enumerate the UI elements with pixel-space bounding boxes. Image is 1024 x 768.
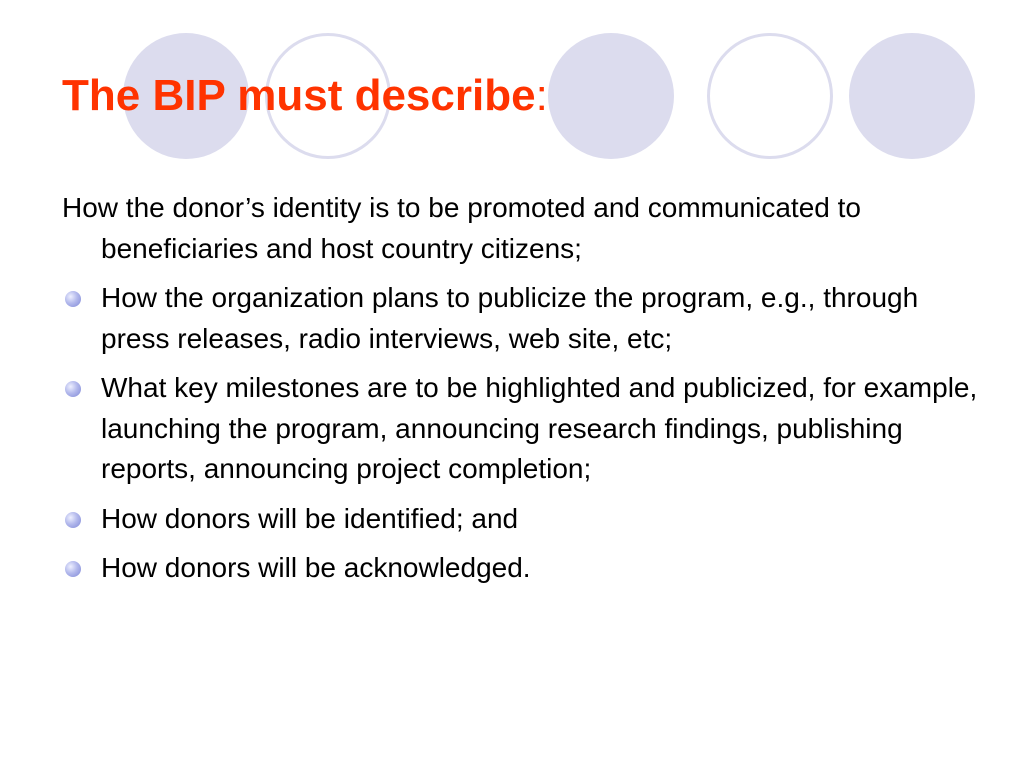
slide-title <box>62 66 548 126</box>
list-item-4 <box>62 548 992 589</box>
bullet-dot-icon <box>65 512 81 528</box>
list-item-3 <box>62 499 992 540</box>
decorative-circle-filled <box>849 33 975 159</box>
list-item-text: How the donor’s identity is to be promoted and communicated to beneficiaries and host country citizens; <box>62 192 861 264</box>
bullet-dot-icon <box>65 381 81 397</box>
list-item-0 <box>62 188 992 269</box>
decorative-circle-filled <box>548 33 674 159</box>
bullet-dot-icon <box>65 291 81 307</box>
list-item-text: What key milestones are to be highlighted and publicized, for example, launching the program, announcing research findings, publishing reports, announcing project completion; <box>101 372 978 484</box>
slide-title-text: The BIP must describe <box>62 71 536 120</box>
decorative-circle-ring <box>707 33 833 159</box>
slide-title-colon: : <box>535 71 548 120</box>
list-item-text: How the organization plans to publicize the program, e.g., through press releases, radio interviews, web site, etc; <box>101 282 919 354</box>
list-item-1 <box>62 278 992 359</box>
list-item-2 <box>62 368 992 490</box>
list-item-text: How donors will be identified; and <box>101 502 519 534</box>
bullet-dot-icon <box>65 561 81 577</box>
slide-body-list <box>62 188 992 598</box>
list-item-text: How donors will be acknowledged. <box>101 552 531 583</box>
